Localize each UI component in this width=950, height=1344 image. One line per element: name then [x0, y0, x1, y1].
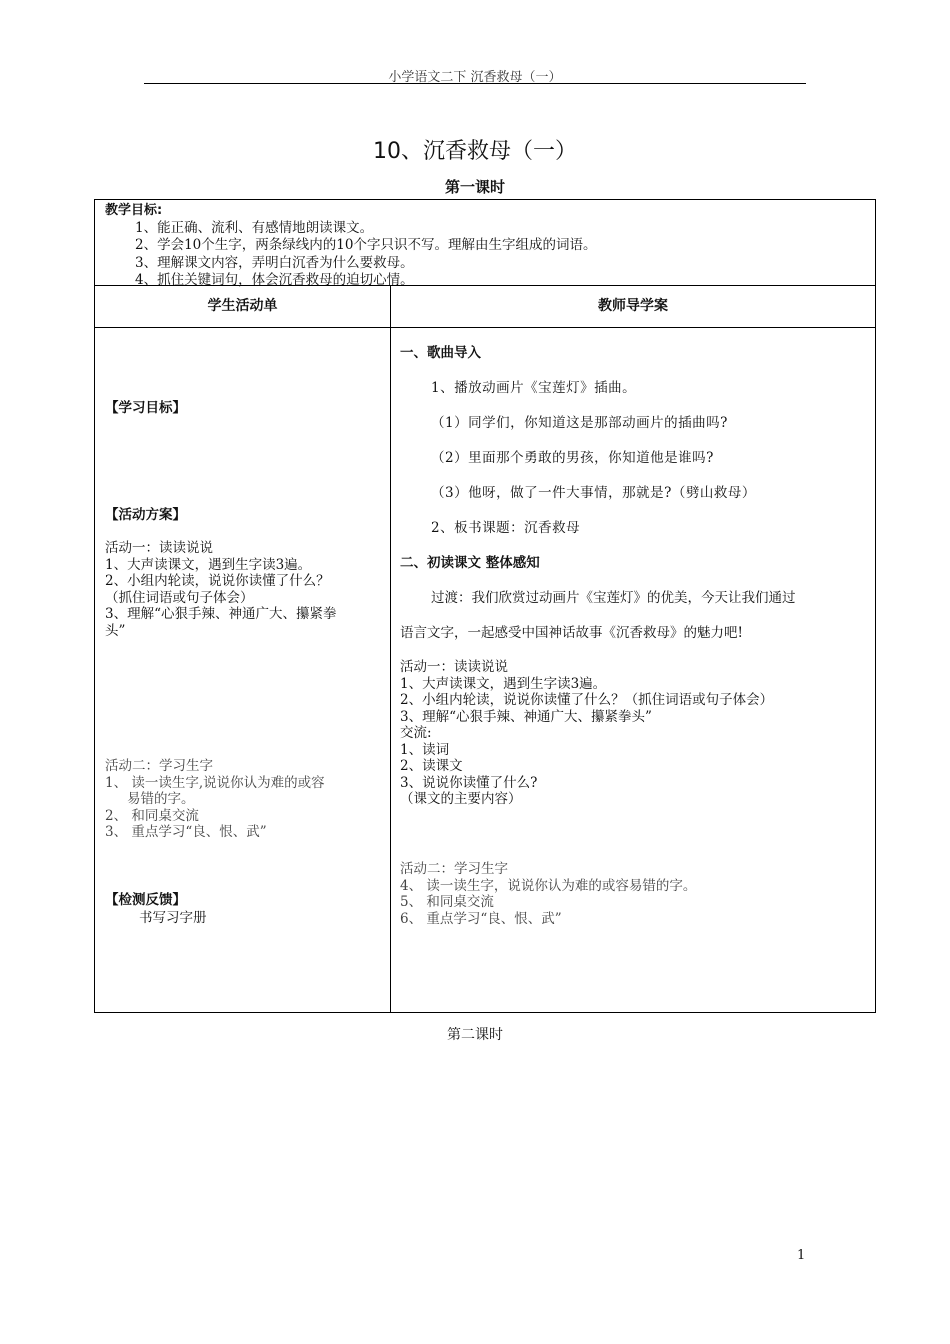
- intro-question-3: （3）他呀，做了一件大事情，那就是?（劈山救母）: [431, 485, 756, 501]
- left-activity1-line: 1、大声读课文，遇到生字读3遍。: [105, 556, 312, 573]
- header-text: 小学语文二下 沉香救母（一）: [388, 70, 562, 85]
- left-activity1: [105, 540, 337, 639]
- goal-item: 3、理解课文内容，弄明白沉香为什么要救母。: [135, 254, 414, 271]
- intro-step-1: 1、播放动画片《宝莲灯》插曲。: [431, 380, 637, 396]
- lesson-subtitle: 第一课时: [444, 178, 505, 196]
- right-activity2-line: 6、 重点学习“良、恨、武”: [400, 910, 562, 927]
- right-activity1-line: 2、小组内轮读，说说你读懂了什么？（抓住词语或句子体会）: [400, 692, 774, 708]
- goal-item: 2、学会10个生字，两条绿线内的10个字只识不写。理解由生字组成的词语。: [135, 237, 597, 253]
- page-number: 1: [797, 1248, 806, 1263]
- left-activity1-line: 3、理解“心狠手辣、神通广大、攥紧拳: [105, 606, 337, 622]
- transition-line-1: 过渡：我们欣赏过动画片《宝莲灯》的优美，今天让我们通过: [431, 590, 796, 606]
- right-activity1-line: 3、说说你读懂了什么?: [400, 774, 538, 791]
- right-activity1-line: 1、读词: [400, 741, 450, 758]
- left-activity1-line: （抓住词语或句子体会）: [105, 589, 254, 606]
- lesson-table: [94, 199, 876, 1013]
- right-activity1: [400, 659, 773, 808]
- goal-item: 4、抓住关键词句，体会沉香救母的迫切心情。: [135, 272, 414, 288]
- intro-step-2: 2、板书课题：沉香救母: [431, 520, 581, 536]
- column-header-student: 学生活动单: [207, 298, 278, 314]
- right-activity2-line: 4、 读一读生字，说说你认为难的或容易错的字。: [400, 877, 697, 894]
- left-activity2-item: 1、 读一读生字,说说你认为难的或容: [105, 774, 325, 791]
- teaching-goals: [95, 200, 875, 286]
- right-activity2: [400, 861, 696, 927]
- right-activity1-title: 活动一：读读说说: [400, 659, 508, 675]
- page-title: 10、沉香救母（一）: [373, 139, 577, 164]
- left-activity1-title: 活动一：读读说说: [105, 540, 213, 556]
- teaching-goals-label: 教学目标:: [105, 203, 163, 218]
- right-activity1-line: （课文的主要内容）: [400, 791, 522, 807]
- header-rule: [144, 83, 806, 84]
- right-activity1-line: 3、理解“心狠手辣、神通广大、攥紧拳头”: [400, 708, 652, 725]
- feedback-text: 书写习字册: [139, 910, 207, 926]
- column-header-teacher: 教师导学案: [598, 298, 668, 314]
- reading-section-heading: 二、初读课文 整体感知: [400, 555, 540, 571]
- goal-item: 1、能正确、流利、有感情地朗读课文。: [135, 219, 374, 236]
- intro-section-heading: 一、歌曲导入: [400, 345, 481, 361]
- intro-question-2: （2）里面那个勇敢的男孩，你知道他是谁吗?: [431, 450, 714, 466]
- left-activity2-item-cont: 易错的字。: [127, 791, 195, 807]
- left-activity2-title: 活动二：学习生字: [105, 758, 213, 774]
- activity-plan-heading: 【活动方案】: [105, 507, 186, 523]
- left-activity1-line: 头”: [105, 622, 126, 639]
- transition-line-2: 语言文字，一起感受中国神话故事《沉香救母》的魅力吧!: [400, 625, 743, 641]
- second-lesson-heading: 第二课时: [447, 1027, 503, 1043]
- column-divider: [390, 286, 391, 1012]
- left-activity2-item: 2、 和同桌交流: [105, 807, 199, 824]
- left-activity2-item: 3、 重点学习“良、恨、武”: [105, 824, 267, 840]
- right-activity2-line: 5、 和同桌交流: [400, 894, 494, 910]
- right-activity1-line: 交流:: [400, 725, 432, 741]
- study-goal-heading: 【学习目标】: [105, 400, 186, 416]
- left-activity1-line: 2、小组内轮读，说说你读懂了什么？: [105, 573, 330, 589]
- feedback-heading: 【检测反馈】: [105, 892, 186, 908]
- right-activity1-line: 1、大声读课文，遇到生字读3遍。: [400, 675, 607, 692]
- left-activity2: [105, 758, 325, 841]
- header-divider: [95, 327, 875, 328]
- right-activity2-title: 活动二：学习生字: [400, 861, 508, 877]
- right-activity1-line: 2、读课文: [400, 758, 463, 774]
- intro-question-1: （1）同学们，你知道这是那部动画片的插曲吗?: [431, 415, 728, 431]
